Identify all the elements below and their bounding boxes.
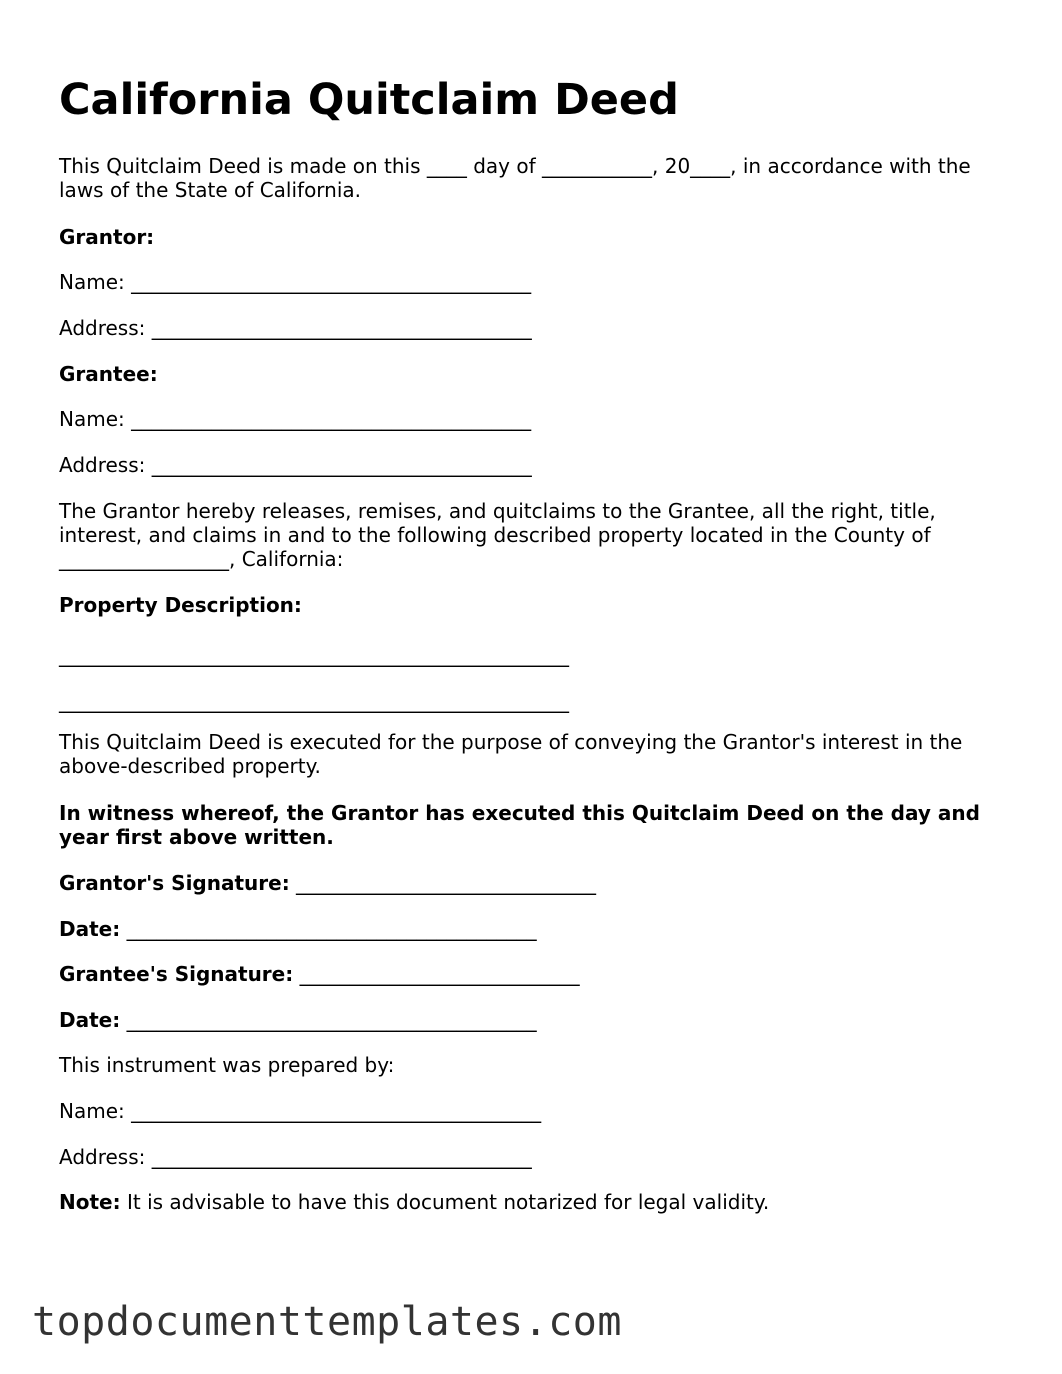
intro-paragraph: This Quitclaim Deed is made on this ____ day of ___________, 20____, in accordance with the laws of the State of California.	[59, 154, 978, 202]
property-description-line-2: ___________________________________________________	[59, 689, 569, 713]
grantor-date-field	[59, 917, 1004, 941]
grantee-date-field	[59, 1008, 1004, 1032]
grantee-date-label: Date:	[59, 1008, 121, 1032]
property-description-heading: Property Description:	[59, 593, 302, 617]
preparer-address-field: Address: ______________________________________	[59, 1145, 532, 1169]
grantee-address-field: Address: ______________________________________	[59, 453, 532, 477]
grantee-signature-field	[59, 962, 1004, 986]
grantor-signature-blank: ______________________________	[289, 871, 597, 895]
grantee-date-blank: _________________________________________	[120, 1008, 537, 1032]
grantor-signature-label: Grantor's Signature:	[59, 871, 290, 895]
grantee-name-field: Name: ________________________________________	[59, 407, 532, 431]
grantor-signature-field	[59, 871, 1004, 895]
grantee-signature-label: Grantee's Signature:	[59, 962, 294, 986]
grantor-date-blank: _________________________________________	[120, 917, 537, 941]
note-paragraph	[59, 1190, 1004, 1214]
page-title: California Quitclaim Deed	[59, 75, 679, 125]
property-description-line-1: ___________________________________________________	[59, 643, 569, 667]
prepared-by-heading: This instrument was prepared by:	[59, 1053, 395, 1077]
grantee-signature-blank: ____________________________	[293, 962, 580, 986]
release-paragraph: The Grantor hereby releases, remises, and quitclaims to the Grantee, all the right, title, interest, and claims in and to the following described property located in the County of _________________, California:	[59, 499, 943, 571]
witness-paragraph: In witness whereof, the Grantor has executed this Quitclaim Deed on the day and year first above written.	[59, 801, 987, 849]
grantor-name-field: Name: ________________________________________	[59, 270, 532, 294]
note-text: It is advisable to have this document notarized for legal validity.	[120, 1190, 770, 1214]
grantor-date-label: Date:	[59, 917, 121, 941]
purpose-paragraph: This Quitclaim Deed is executed for the purpose of conveying the Grantor's interest in the above-described property.	[59, 730, 969, 778]
note-label: Note:	[59, 1190, 121, 1214]
preparer-name-field: Name: _________________________________________	[59, 1099, 542, 1123]
grantor-heading: Grantor:	[59, 225, 155, 249]
grantor-address-field: Address: ______________________________________	[59, 316, 532, 340]
site-watermark: topdocumenttemplates.com	[32, 1299, 622, 1345]
grantee-heading: Grantee:	[59, 362, 158, 386]
